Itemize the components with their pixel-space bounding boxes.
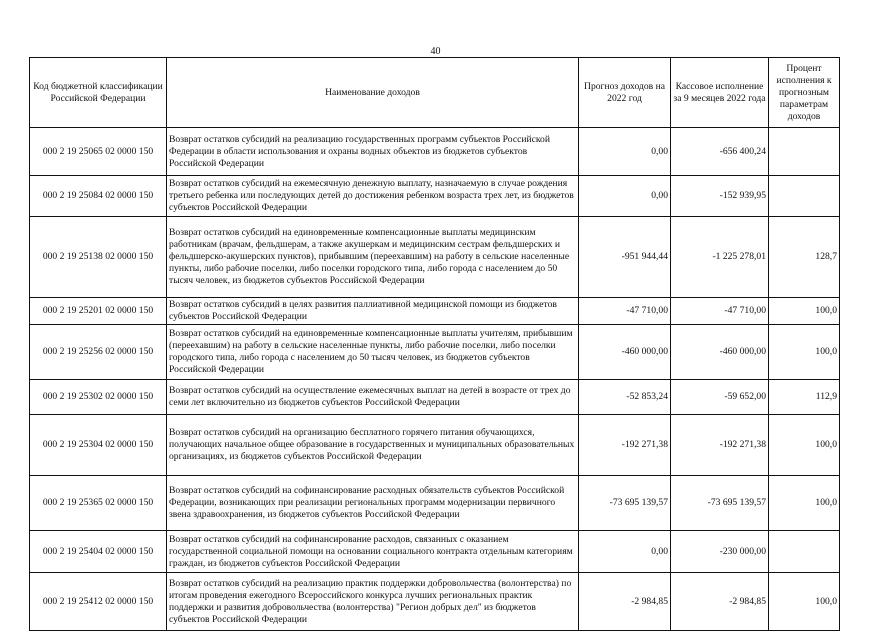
row-execution: -1 225 278,01 [671, 217, 769, 298]
table-header-row [30, 58, 840, 128]
row-name: Возврат остатков субсидий на осуществление ежемесячных выплат на детей в возрасте от трех до семи лет включительно из бюджетов субъектов Российской Федерации [167, 380, 579, 415]
row-code: 000 2 19 25365 02 0000 150 [30, 476, 167, 531]
row-percent [769, 128, 840, 176]
row-code: 000 2 19 25138 02 0000 150 [30, 217, 167, 298]
table-row [30, 531, 840, 573]
table-row [30, 573, 840, 631]
header-execution: Кассовое исполнение за 9 месяцев 2022 года [671, 58, 769, 128]
row-execution: -47 710,00 [671, 298, 769, 325]
row-forecast: -2 984,85 [579, 573, 671, 631]
row-forecast: 0,00 [579, 176, 671, 217]
row-code: 000 2 19 25084 02 0000 150 [30, 176, 167, 217]
row-percent: 112,9 [769, 380, 840, 415]
table-row [30, 325, 840, 380]
table-body [30, 128, 840, 631]
table-row [30, 476, 840, 531]
row-percent: 100,0 [769, 415, 840, 476]
row-name: Возврат остатков субсидий на реализацию государственных программ субъектов Российской Федерации в области использования и охраны водных объектов из бюджетов субъектов Российской Федерации [167, 128, 579, 176]
row-execution: -73 695 139,57 [671, 476, 769, 531]
row-code: 000 2 19 25304 02 0000 150 [30, 415, 167, 476]
row-execution: -152 939,95 [671, 176, 769, 217]
row-name: Возврат остатков субсидий на софинансирование расходов, связанных с оказанием государственной социальной помощи на основании социального контракта отдельным категориям граждан, из бюджетов субъектов Российской Федерации [167, 531, 579, 573]
row-percent [769, 531, 840, 573]
table-row [30, 415, 840, 476]
header-name: Наименование доходов [167, 58, 579, 128]
row-forecast: -47 710,00 [579, 298, 671, 325]
row-name: Возврат остатков субсидий на единовременные компенсационные выплаты учителям, прибывшим (переехавшим) на работу в сельские населенные пункты, либо рабочие поселки, либо поселки городского типа, либо города с населением до 50 тысяч человек, из бюджетов субъектов Российской Федерации [167, 325, 579, 380]
row-execution: -656 400,24 [671, 128, 769, 176]
row-code: 000 2 19 25201 02 0000 150 [30, 298, 167, 325]
header-percent: Процент исполнения к прогнозным параметрам доходов [769, 58, 840, 128]
row-code: 000 2 19 25412 02 0000 150 [30, 573, 167, 631]
row-execution: -230 000,00 [671, 531, 769, 573]
row-forecast: -192 271,38 [579, 415, 671, 476]
row-forecast: -951 944,44 [579, 217, 671, 298]
row-forecast: 0,00 [579, 531, 671, 573]
row-forecast: -73 695 139,57 [579, 476, 671, 531]
row-percent: 128,7 [769, 217, 840, 298]
row-forecast: -52 853,24 [579, 380, 671, 415]
row-code: 000 2 19 25404 02 0000 150 [30, 531, 167, 573]
table-row [30, 217, 840, 298]
table-row [30, 380, 840, 415]
row-percent: 100,0 [769, 298, 840, 325]
row-name: Возврат остатков субсидий на ежемесячную денежную выплату, назначаемую в случае рождения третьего ребенка или последующих детей до достижения ребенком возраста трех лет, из бюджетов субъектов Российской Федерации [167, 176, 579, 217]
row-name: Возврат остатков субсидий на реализацию практик поддержки добровольчества (волонтерства) по итогам проведения ежегодного Всероссийского конкурса лучших региональных практик поддержки и развития добровольчества (волонтерства) "Регион добрых дел" из бюджетов субъектов Российской Федерации [167, 573, 579, 631]
row-forecast: -460 000,00 [579, 325, 671, 380]
row-percent: 100,0 [769, 325, 840, 380]
row-execution: -460 000,00 [671, 325, 769, 380]
row-code: 000 2 19 25065 02 0000 150 [30, 128, 167, 176]
row-forecast: 0,00 [579, 128, 671, 176]
row-percent: 100,0 [769, 476, 840, 531]
page-number: 40 [430, 46, 441, 57]
row-name: Возврат остатков субсидий в целях развития паллиативной медицинской помощи из бюджетов субъектов Российской Федерации [167, 298, 579, 325]
row-name: Возврат остатков субсидий на единовременные компенсационные выплаты медицинским работникам (врачам, фельдшерам, а также акушеркам и медицинским сестрам фельдшерских и фельдшерско-акушерских пунктов), прибывшим (переехавшим) на работу в сельские населенные пункты, либо рабочие поселки, либо поселки городского типа, либо города с населением до 50 тысяч человек, из бюджетов субъектов Российской Федерации [167, 217, 579, 298]
row-name: Возврат остатков субсидий на организацию бесплатного горячего питания обучающихся, получающих начальное общее образование в государственных и муниципальных образовательных организациях, из бюджетов субъектов Российской Федерации [167, 415, 579, 476]
table-row [30, 128, 840, 176]
row-execution: -192 271,38 [671, 415, 769, 476]
table-row [30, 176, 840, 217]
row-code: 000 2 19 25302 02 0000 150 [30, 380, 167, 415]
row-name: Возврат остатков субсидий на софинансирование расходных обязательств субъектов Российской Федерации, возникающих при реализации региональных программ модернизации первичного звена здравоохранения, из бюджетов субъектов Российской Федерации [167, 476, 579, 531]
table-row [30, 298, 840, 325]
row-code: 000 2 19 25256 02 0000 150 [30, 325, 167, 380]
row-percent: 100,0 [769, 573, 840, 631]
row-percent [769, 176, 840, 217]
header-forecast: Прогноз доходов на 2022 год [579, 58, 671, 128]
revenue-table [29, 57, 840, 631]
row-execution: -59 652,00 [671, 380, 769, 415]
header-code: Код бюджетной классификации Российской Федерации [30, 58, 167, 128]
row-execution: -2 984,85 [671, 573, 769, 631]
